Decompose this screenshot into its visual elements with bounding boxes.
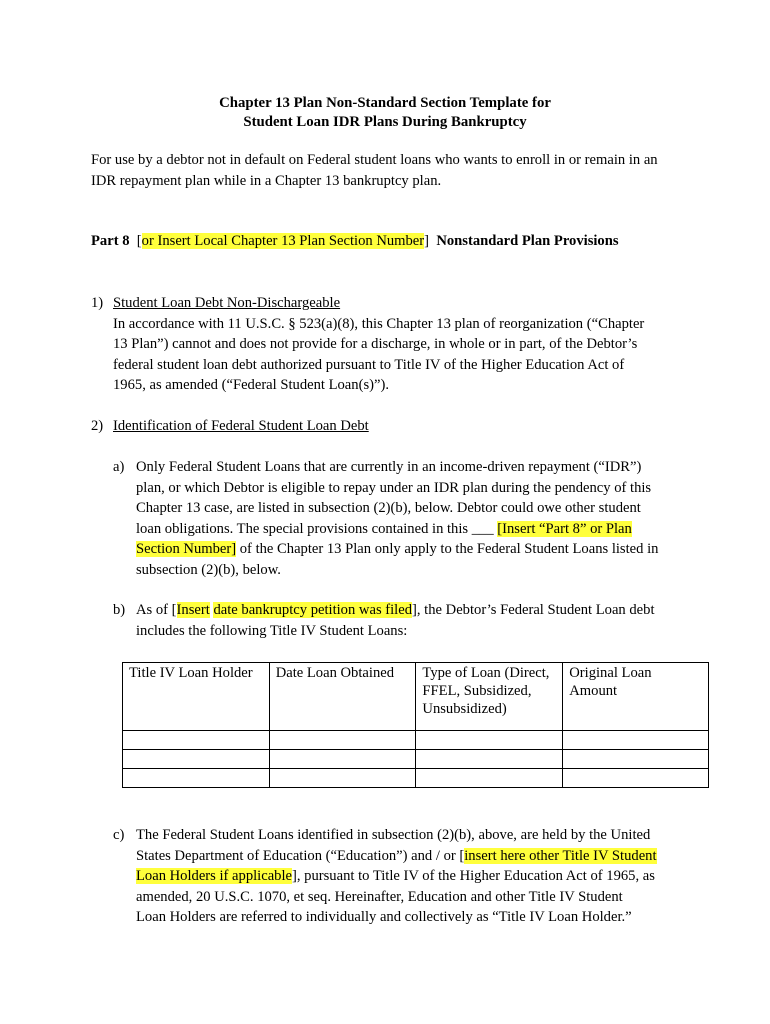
subsection-c-line-1: The Federal Student Loans identified in subsection (2)(b), above, are held by the United	[136, 827, 651, 843]
header-loan-type-line-1: Type of Loan (Direct,	[422, 665, 550, 681]
table-cell[interactable]	[563, 731, 709, 750]
intro-line-1: For use by a debtor not in default on Federal student loans who wants to enroll in or remain in an	[91, 152, 658, 168]
subsection-a-line-2: plan, or which Debtor is eligible to repay under an IDR plan during the pendency of this	[136, 479, 652, 496]
intro-paragraph	[91, 150, 691, 191]
table-cell[interactable]	[123, 731, 270, 750]
part-placeholder-highlight: or Insert Local Chapter 13 Plan Section Number	[141, 233, 425, 249]
header-loan-holder: Title IV Loan Holder	[123, 663, 270, 731]
section-1-line-2: 13 Plan”) cannot and does not provide for a discharge, in whole or in part, of the Debtor’s	[113, 336, 638, 352]
subsection-b-placeholder-date: date bankruptcy petition was filed	[213, 602, 413, 618]
subsection-a-letter: a)	[113, 459, 125, 475]
intro-line-2: IDR repayment plan while in a Chapter 13 bankruptcy plan.	[91, 172, 442, 189]
subsection-c-line-4: amended, 20 U.S.C. 1070, et seq. Hereinafter, Education and other Title IV Student	[136, 888, 623, 905]
section-1-line-1: In accordance with 11 U.S.C. § 523(a)(8), this Chapter 13 plan of reorganization (“Chapter	[113, 315, 645, 332]
document-title	[0, 94, 770, 132]
subsection-a-line-6: subsection (2)(b), below.	[136, 561, 281, 578]
table-cell[interactable]	[123, 750, 270, 769]
section-2-number: 2)	[91, 418, 104, 434]
table-header-row	[123, 663, 709, 731]
section-1-number: 1)	[91, 295, 104, 311]
header-original-amount	[563, 663, 709, 731]
part-bracket-open: [	[136, 233, 142, 249]
table-row	[123, 769, 709, 788]
title-line-1: Chapter 13 Plan Non-Standard Section Template for	[219, 95, 551, 111]
table-cell[interactable]	[416, 750, 563, 769]
table-row	[123, 731, 709, 750]
subsection-a-placeholder-highlight-2: Section Number]	[136, 541, 237, 557]
table-cell[interactable]	[269, 769, 416, 788]
subsection-c-line-2	[136, 846, 696, 867]
header-original-amount-line-2: Amount	[569, 683, 618, 699]
section-1-heading: Student Loan Debt Non-Dischargeable	[113, 295, 341, 311]
table-cell[interactable]	[269, 750, 416, 769]
part-label: Part 8	[91, 233, 130, 249]
subsection-a-line-4	[136, 519, 696, 540]
subsection-a-line-5	[136, 539, 696, 560]
table-cell[interactable]	[416, 769, 563, 788]
table-cell[interactable]	[563, 769, 709, 788]
subsection-a	[136, 457, 696, 580]
subsection-a-placeholder-highlight-1: [Insert “Part 8” or Plan	[497, 520, 632, 537]
part-bracket-close: ]	[424, 233, 430, 249]
table-row	[123, 750, 709, 769]
section-1-line-4: 1965, as amended (“Federal Student Loan(s)”).	[113, 377, 389, 393]
table-cell[interactable]	[123, 769, 270, 788]
subsection-b	[136, 600, 696, 641]
subsection-b-placeholder-insert: Insert	[176, 602, 210, 618]
student-loan-table	[122, 662, 709, 788]
table-cell[interactable]	[416, 731, 563, 750]
subsection-c-placeholder-highlight-1: insert here other Title IV Student	[464, 847, 657, 864]
header-loan-type-line-2: FFEL, Subsidized,	[422, 683, 532, 699]
subsection-c-line-3	[136, 866, 696, 887]
part-title: Nonstandard Plan Provisions	[436, 233, 619, 249]
section-2-heading: Identification of Federal Student Loan Debt	[113, 418, 369, 434]
subsection-a-line-5-text: of the Chapter 13 Plan only apply to the Federal Student Loans listed in	[236, 541, 659, 557]
header-loan-type-line-3: Unsubsidized)	[422, 701, 507, 717]
subsection-b-line-2: includes the following Title IV Student Loans:	[136, 622, 408, 639]
subsection-b-line-1-pre: As of [	[136, 602, 177, 618]
subsection-c	[136, 825, 696, 928]
subsection-c-letter: c)	[113, 827, 125, 843]
table-cell[interactable]	[269, 731, 416, 750]
subsection-a-line-1: Only Federal Student Loans that are currently in an income-driven repayment (“IDR”)	[136, 459, 642, 475]
header-original-amount-line-1: Original Loan	[569, 665, 652, 681]
subsection-c-line-3-text: ], pursuant to Title IV of the Higher Education Act of 1965, as	[292, 868, 655, 884]
subsection-c-line-2-text: States Department of Education (“Education”) and / or [	[136, 847, 465, 864]
section-1	[113, 293, 673, 396]
subsection-b-line-1	[136, 600, 696, 621]
subsection-a-line-4-text: loan obligations. The special provisions contained in this ___	[136, 520, 498, 537]
part-heading	[91, 231, 619, 252]
subsection-c-line-5: Loan Holders are referred to individually and collectively as “Title IV Loan Holder.”	[136, 909, 632, 925]
title-line-2: Student Loan IDR Plans During Bankruptcy	[243, 114, 527, 130]
subsection-c-placeholder-highlight-2: Loan Holders if applicable	[136, 868, 293, 884]
header-loan-type	[416, 663, 563, 731]
table-cell[interactable]	[563, 750, 709, 769]
section-2-heading-block	[113, 416, 673, 437]
subsection-b-letter: b)	[113, 602, 126, 618]
subsection-a-line-3: Chapter 13 case, are listed in subsection (2)(b), below. Debtor could owe other student	[136, 500, 641, 516]
header-date-obtained: Date Loan Obtained	[269, 663, 416, 731]
section-1-line-3: federal student loan debt authorized pursuant to Title IV of the Higher Education Act of	[113, 356, 625, 373]
subsection-b-line-1-post: ], the Debtor’s Federal Student Loan debt	[412, 602, 655, 618]
